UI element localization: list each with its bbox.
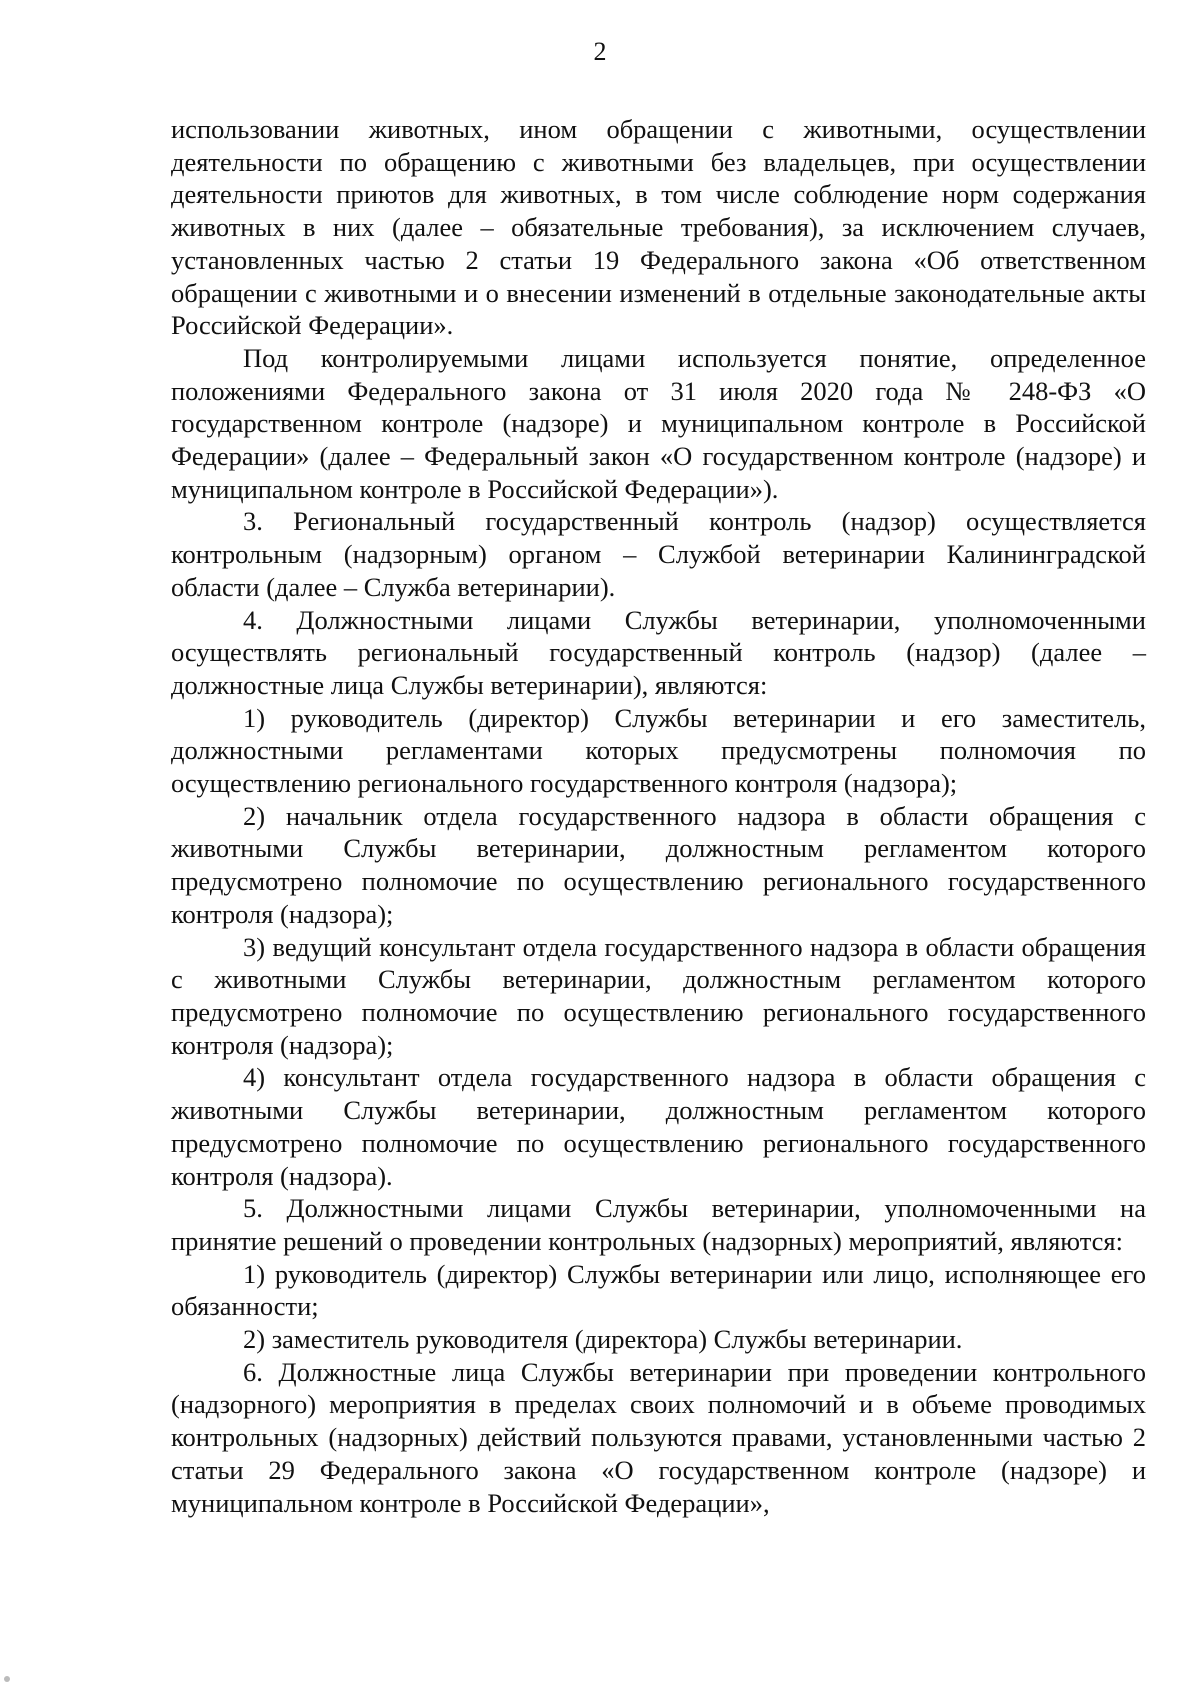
document-body <box>171 113 1146 1519</box>
paragraph-controlled-persons: Под контролируемыми лицами используется понятие, определенное положениями Федерального закона от 31 июля 2020 года № 248-ФЗ «О государственном контроле (надзоре) и муниципальном контроле в Российской Федерации» (далее – Федеральный закон «О государственном контроле (надзоре) и муниципальном контроле в Российской Федерации»). <box>171 342 1146 504</box>
paragraph-4-authorized-officials: 4. Должностными лицами Службы ветеринарии, уполномоченными осуществлять региональный государственный контроль (надзор) (далее – должностные лица Службы ветеринарии), являются: <box>171 604 1146 700</box>
paragraph-5-item-1: 1) руководитель (директор) Службы ветеринарии или лицо, исполняющее его обязанности; <box>171 1258 1146 1322</box>
paragraph-continuation-requirements: использовании животных, ином обращении с животными, осуществлении деятельности по обращению с животными без владельцев, при осуществлении деятельности приютов для животных, в том числе соблюдение норм содержания животных в них (далее – обязательные требования), за исключением случаев, установленных частью 2 статьи 19 Федерального закона «Об ответственном обращении с животными и о внесении изменений в отдельные законодательные акты Российской Федерации». <box>171 114 1146 341</box>
paragraph-4-item-4: 4) консультант отдела государственного надзора в области обращения с животными Службы ветеринарии, должностным регламентом которого предусмотрено полномочие по осуществлению регионального государственного контроля (надзора). <box>171 1062 1146 1191</box>
paragraph-5-item-2: 2) заместитель руководителя (директора) Службы ветеринарии. <box>243 1324 963 1355</box>
paragraph-6-official-rights: 6. Должностные лица Службы ветеринарии при проведении контрольного (надзорного) мероприятия в пределах своих полномочий и в объеме проводимых контрольных (надзорных) действий пользуются правами, установленными частью 2 статьи 29 Федерального закона «О государственном контроле (надзоре) и муниципальном контроле в Российской Федерации», <box>171 1356 1146 1518</box>
scan-artifact-dot <box>4 1676 10 1682</box>
paragraph-4-item-1: 1) руководитель (директор) Службы ветеринарии и его заместитель, должностными регламентами которых предусмотрены полномочия по осуществлению регионального государственного контроля (надзора); <box>171 702 1146 799</box>
paragraph-5-decision-officials: 5. Должностными лицами Службы ветеринарии, уполномоченными на принятие решений о проведении контрольных (надзорных) мероприятий, являются: <box>171 1193 1146 1256</box>
page-number: 2 <box>593 37 607 66</box>
paragraph-3-control-body: 3. Региональный государственный контроль (надзор) осуществляется контрольным (надзорным) органом – Службой ветеринарии Калининградской области (далее – Служба ветеринарии). <box>171 506 1146 602</box>
paragraph-4-item-2: 2) начальник отдела государственного надзора в области обращения с животными Службы ветеринарии, должностным регламентом которого предусмотрено полномочие по осуществлению регионального государственного контроля (надзора); <box>171 800 1146 929</box>
paragraph-4-item-3: 3) ведущий консультант отдела государственного надзора в области обращения с животными Службы ветеринарии, должностным регламентом которого предусмотрено полномочие по осуществлению регионального государственного контроля (надзора); <box>171 931 1146 1060</box>
